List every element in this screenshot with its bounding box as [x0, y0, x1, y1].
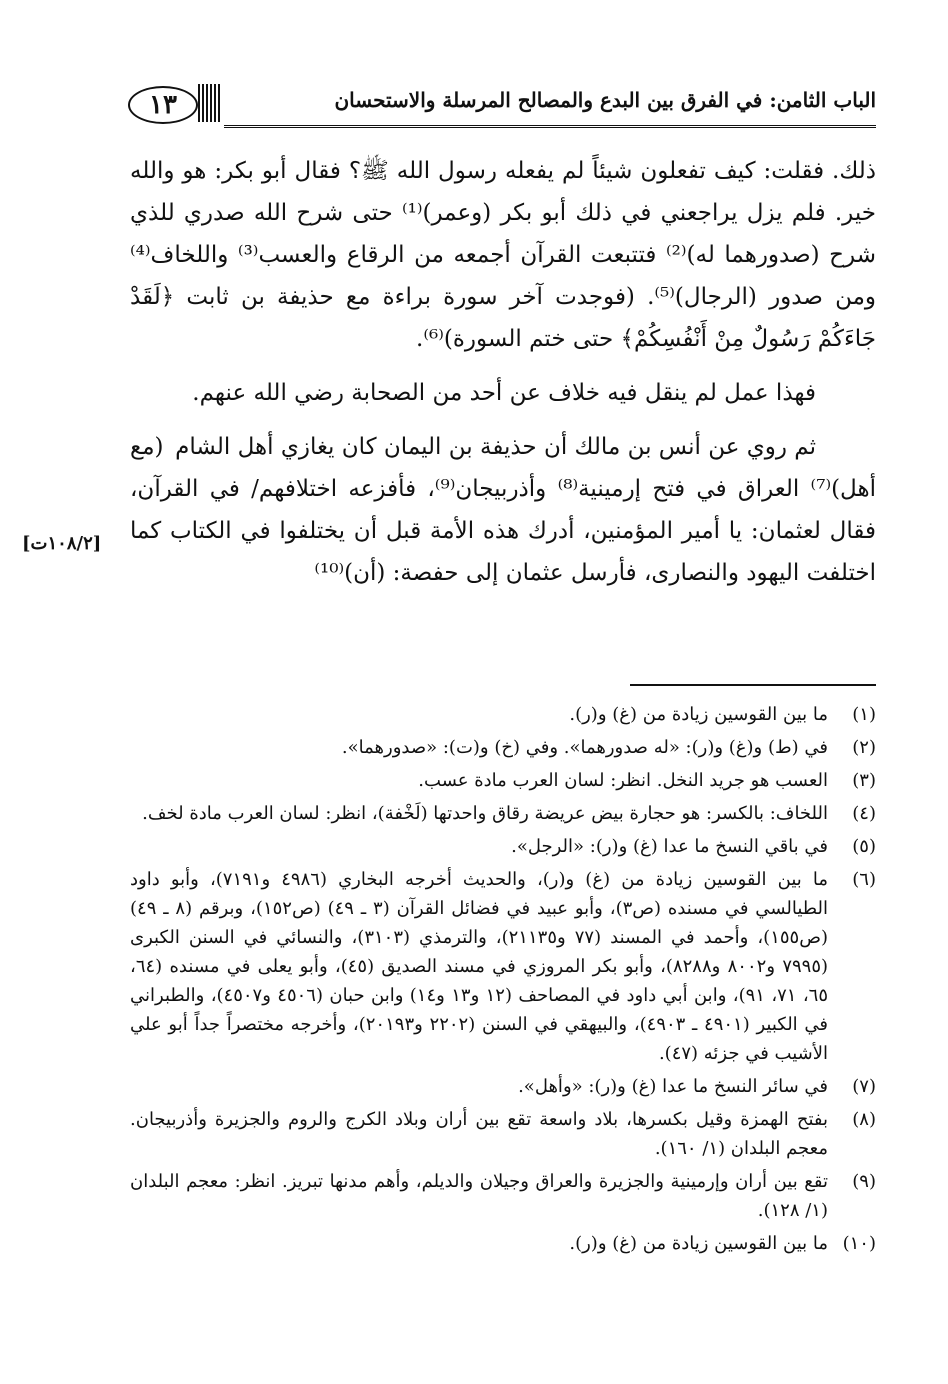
footnote-text: ما بين القوسين زيادة من (غ) و(ر).: [569, 704, 828, 725]
header-rule: [224, 125, 876, 128]
footnote-number: (٢): [852, 737, 876, 758]
text-line: صدري للذي شرح (صدورهما له)⁽²⁾ فتتبعت القرآن أجمعه من الرقاع: [130, 200, 876, 268]
text-line: القرآن، فقال لعثمان: يا أمير المؤمنين، أدرك هذه الأمة قبل أن يختلفوا في: [130, 476, 877, 544]
text-line: ثم روي عن أنس بن مالك أن حذيفة بن اليمان كان يغازي أهل الشام: [175, 434, 816, 460]
paragraph-2: [130, 372, 876, 414]
page-header: [128, 80, 876, 128]
footnote-separator: [630, 684, 876, 686]
footnote: [130, 1105, 876, 1163]
page-number: ١٣: [128, 86, 198, 124]
main-text: [130, 150, 876, 594]
footnote-text: بفتح الهمزة وقيل بكسرها، بلاد واسعة تقع بين أران وبلاد الكرج والروم والجزيرة وأذربيجان. معجم البلدان (١/ ١٦٠).: [130, 1109, 828, 1159]
footnote: [130, 865, 876, 1068]
text-line: (مع أهل)⁽⁷⁾ العراق في فتح إرمينية⁽⁸⁾ وأذربيجان⁽⁹⁾، فأفزعه اختلافهم/ في: [130, 434, 876, 502]
footnote: [130, 799, 876, 828]
text-line: السورة)⁽⁶⁾.: [416, 326, 522, 352]
footnote-text: اللخاف: بالكسر: هو حجارة بيض عريضة رقاق واحدتها (لَخْفة)، انظر: لسان العرب مادة لخف.: [142, 803, 828, 824]
footnote-text: تقع بين أران وإرمينية والجزيرة والعراق وجيلان والديلم، وأهم مدنها تبريز. انظر: معجم البلدان (١/ ١٢٨).: [130, 1171, 828, 1221]
footnote-number: (٨): [852, 1109, 876, 1130]
paragraph-1: [130, 150, 876, 360]
footnote-text: ما بين القوسين زيادة من (غ) و(ر).: [569, 1233, 828, 1254]
footnote-text: في سائر النسخ ما عدا (غ) و(ر): «وأهل».: [518, 1076, 828, 1097]
footnote-number: (٦): [852, 869, 876, 890]
footnote: [130, 733, 876, 762]
running-title: الباب الثامن: في الفرق بين البدع والمصالح المرسلة والاستحسان: [334, 88, 876, 112]
footnote-number: (٣): [852, 770, 876, 791]
footnote-text: ما بين القوسين زيادة من (غ) و(ر)، والحديث أخرجه البخاري (٤٩٨٦ و٧١٩١)، وأبو داود الطيالسي في مسنده (ص٣)، وأبو عبيد في فضائل القرآن (٣ ـ ٤٩) (ص١٥٢)، وبرقم (٨ ـ ٤٩) (ص١٥٥)، وأحمد في المسند (٧٧ و٢١١٣٥)، والترمذي (٣١٠٣)، والنسائي في السنن الكبرى (٧٩٩٥ و٨٠٠٢ و٨٢٨٨)، وأبو بكر المروزي في مسند الصديق (٤٥)، وأبو يعلى في مسنده (٦٤، ٦٥، ٧١، ٩١)، وابن أبي داود في المصاحف (١٢ و١٣ و١٤) وابن حبان (٤٥٠٦ و٤٥٠٧)، والطبراني في الكبير (٤٩٠١ ـ ٤٩٠٣)، والبيهقي في السنن (٢٢٠٢ و٢٠١٩٣)، وأخرجه مختصراً جداً أبو علي الأشيب في جزئه (٤٧).: [130, 869, 829, 1064]
text-line: مع حذيفة بن ثابت ﴿لَقَدْ جَاءَكُمْ رَسُولٌ مِنْ أَنْفُسِكُمْ﴾ حتى ختم: [130, 284, 876, 352]
footnote-number: (٤): [852, 803, 876, 824]
footnote-number: (١٠): [842, 1233, 876, 1254]
footnote-text: في (ط) و(غ) و(ر): «له صدورهما». وفي (خ) و(ت): «صدورهما».: [341, 737, 828, 758]
paragraph-3: [130, 426, 876, 594]
header-ornament: [198, 84, 222, 122]
text-line: والعسب⁽³⁾ واللخاف⁽⁴⁾ ومن صدور (الرجال)⁽⁵⁾. (فوجدت آخر سورة براءة: [130, 242, 877, 310]
footnote-number: (١): [852, 704, 876, 725]
footnote: [130, 766, 876, 795]
footnote: [130, 1167, 876, 1225]
footnote-text: العسب هو جريد النخل. انظر: لسان العرب مادة عسب.: [418, 770, 828, 791]
footnote-text: في باقي النسخ ما عدا (غ) و(ر): «الرجل».: [511, 836, 828, 857]
manuscript-margin-note: [١٠٨/٢ت]: [22, 533, 102, 554]
footnotes: [130, 700, 876, 1262]
footnote-number: (٩): [852, 1171, 876, 1192]
footnote: [130, 832, 876, 861]
footnote: [130, 1072, 876, 1101]
text-line: الكتاب كما اختلفت اليهود والنصارى، فأرسل عثمان إلى حفصة: (أن)⁽¹⁰⁾: [130, 518, 876, 586]
text-line: هو والله خير. فلم يزل يراجعني في ذلك أبو بكر (وعمر)⁽¹⁾ حتى شرح الله: [130, 158, 876, 226]
text-line: فهذا عمل لم ينقل فيه خلاف عن أحد من الصحابة رضي الله عنهم.: [192, 380, 816, 406]
footnote-number: (٧): [852, 1076, 876, 1097]
footnote-number: (٥): [852, 836, 876, 857]
text-line: ذلك. فقلت: كيف تفعلون شيئاً لم يفعله رسول الله ﷺ؟ فقال أبو بكر:: [214, 158, 876, 184]
footnote: [130, 1229, 876, 1258]
footnote: [130, 700, 876, 729]
